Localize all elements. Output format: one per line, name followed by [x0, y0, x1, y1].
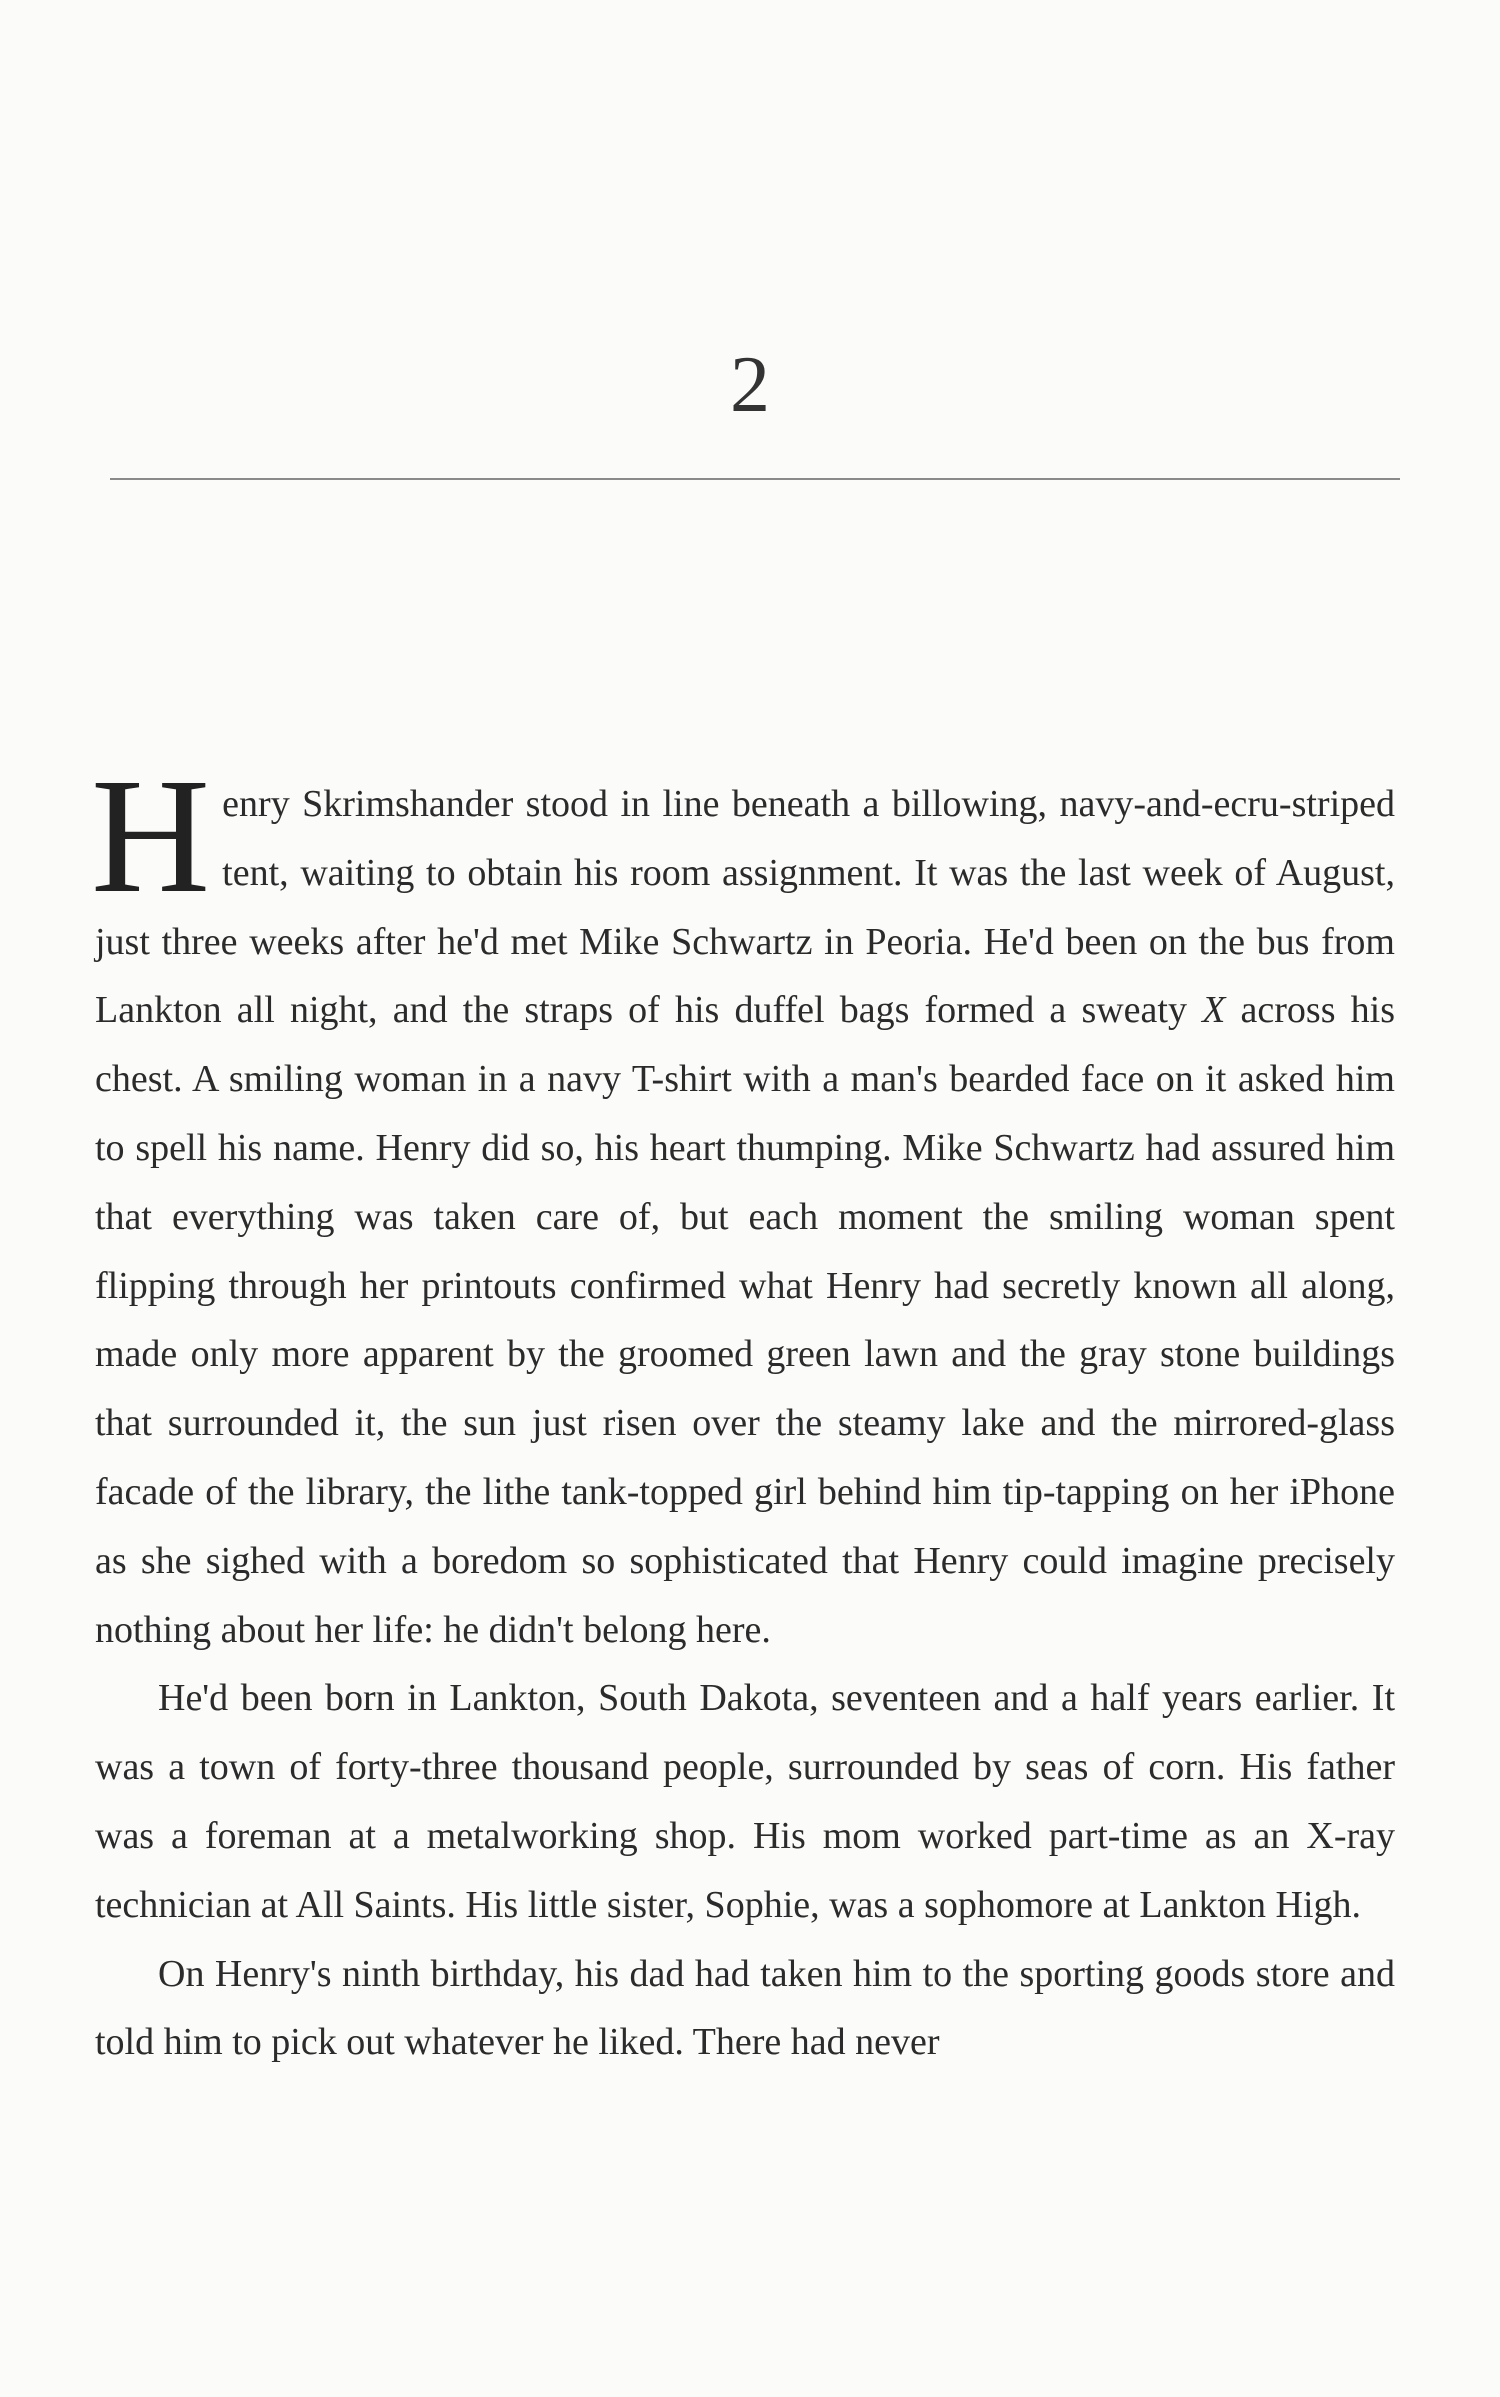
drop-cap: H [91, 744, 211, 927]
paragraph-3: On Henry's ninth birthday, his dad had taken him to the sporting goods store and told him to pick out whatever he liked. There had never [95, 1952, 1395, 2064]
body-text [91, 744, 1395, 2077]
chapter-number: 2 [730, 341, 770, 429]
chapter-divider [110, 478, 1400, 480]
paragraph-1-text-b: across his chest. A smiling woman in a navy T-shirt with a man's bearded face on it asked him to spell his name. Henry did so, his heart thumping. Mike Schwartz had assured him that everything was taken care of, but each moment the smiling woman spent flipping through her printouts confirmed what Henry had secretly known all along, made only more apparent by the groomed green lawn and the gray stone buildings that surrounded it, the sun just risen over the steamy lake and the mirrored-glass facade of the library, the lithe tank-topped girl behind him tip-tapping on her iPhone as she sighed with a boredom so sophisticated that Henry could imagine precisely nothing about her life: he didn't belong here. [95, 989, 1395, 1651]
paragraph-1-text-a: enry Skrimshander stood in line beneath a billowing, navy-and-ecru-striped tent, waiting to obtain his room assignment. It was the last week of August, just three weeks after he'd met Mike Schwartz in Peoria. He'd been on the bus from Lankton all night, and the straps of his duffel bags formed a sweaty [95, 783, 1395, 1032]
paragraph-1 [91, 744, 1395, 1664]
paragraph-1-italic: X [1202, 989, 1226, 1032]
paragraph-2: He'd been born in Lankton, South Dakota, seventeen and a half years earlier. It was a town of forty-three thousand people, surrounded by seas of corn. His father was a foreman at a metalworking shop. His mom worked part-time as an X-ray technician at All Saints. His little sister, Sophie, was a sophomore at Lankton High. [95, 1677, 1395, 1926]
